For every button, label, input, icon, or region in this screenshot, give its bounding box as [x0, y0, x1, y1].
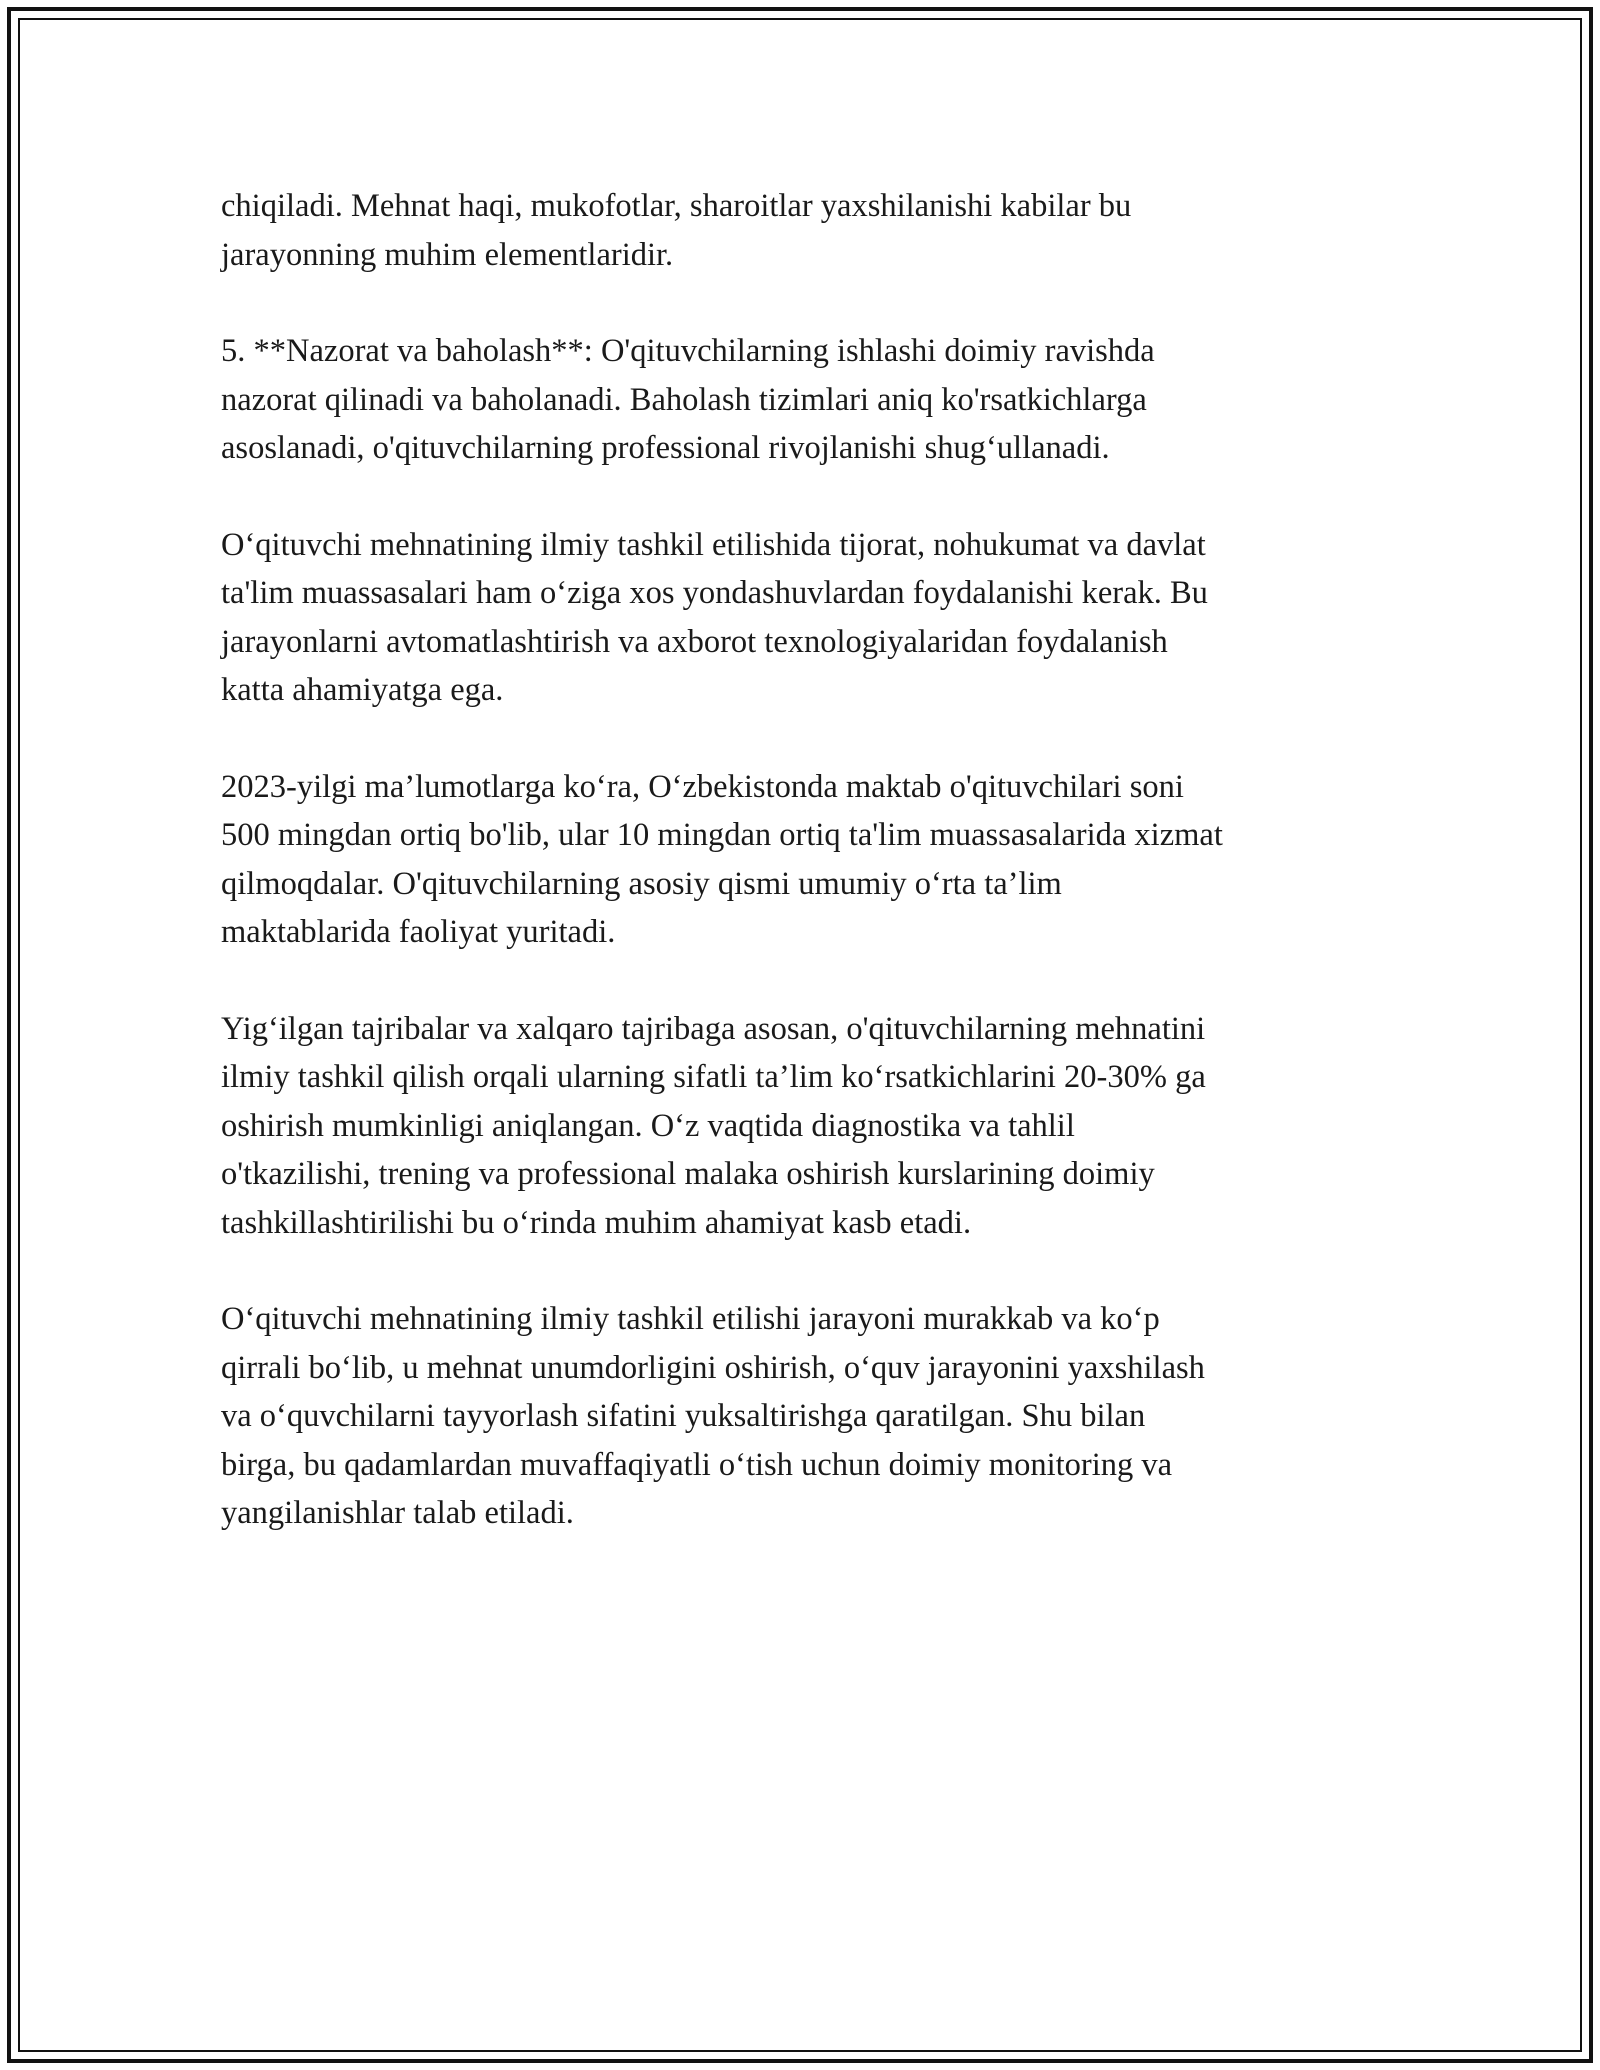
paragraph-6: [221, 1295, 1371, 1538]
paragraph-3: [221, 521, 1371, 715]
text-line: 2023-yilgi ma’lumotlarga ko‘ra, O‘zbekistonda maktab o'qituvchilari soni: [221, 768, 1184, 805]
paragraph-2: [221, 327, 1371, 473]
paragraph-1: [221, 182, 1371, 279]
text-line: o'tkazilishi, trening va professional malaka oshirish kurslarining doimiy: [221, 1156, 1155, 1192]
text-line: jarayonning muhim elementlaridir.: [221, 236, 674, 273]
text-line: ilmiy tashkil qilish orqali ularning sifatli ta’lim ko‘rsatkichlarini 20-30% ga: [221, 1059, 1206, 1095]
text-line: katta ahamiyatga ega.: [221, 672, 504, 708]
text-line: maktablarida faoliyat yuritadi.: [221, 914, 616, 950]
text-line: qilmoqdalar. O'qituvchilarning asosiy qismi umumiy o‘rta ta’lim: [221, 865, 1062, 902]
text-line: O‘qituvchi mehnatining ilmiy tashkil etilishi jarayoni murakkab va ko‘p: [221, 1301, 1160, 1337]
text-line: va o‘quvchilarni tayyorlash sifatini yuksaltirishga qaratilgan. Shu bilan: [221, 1398, 1146, 1434]
text-line: 500 mingdan ortiq bo'lib, ular 10 mingdan ortiq ta'lim muassasalarida xizmat: [221, 817, 1223, 853]
text-line: asoslanadi, o'qituvchilarning professional rivojlanishi shug‘ullanadi.: [221, 430, 1110, 466]
text-line: nazorat qilinadi va baholanadi. Baholash tizimlari aniq ko'rsatkichlarga: [221, 381, 1147, 418]
paragraph-4: [221, 763, 1371, 957]
text-line: qirrali bo‘lib, u mehnat unumdorligini oshirish, o‘quv jarayonini yaxshilash: [221, 1349, 1205, 1386]
text-line: Yig‘ilgan tajribalar va xalqaro tajribaga asosan, o'qituvchilarning mehnatini: [221, 1010, 1206, 1047]
text-line: ta'lim muassasalari ham o‘ziga xos yondashuvlardan foydalanishi kerak. Bu: [221, 575, 1208, 611]
text-line: O‘qituvchi mehnatining ilmiy tashkil etilishida tijorat, nohukumat va davlat: [221, 526, 1206, 563]
document-body: [221, 182, 1371, 1586]
text-line: chiqiladi. Mehnat haqi, mukofotlar, sharoitlar yaxshilanishi kabilar bu: [221, 188, 1132, 224]
text-line: oshirish mumkinligi aniqlangan. O‘z vaqtida diagnostika va tahlil: [221, 1107, 1075, 1144]
text-line: tashkillashtirilishi bu o‘rinda muhim ahamiyat kasb etadi.: [221, 1204, 972, 1241]
text-line: jarayonlarni avtomatlashtirish va axborot texnologiyalaridan foydalanish: [221, 623, 1168, 660]
text-line: birga, bu qadamlardan muvaffaqiyatli o‘tish uchun doimiy monitoring va: [221, 1446, 1173, 1483]
text-line: 5. **Nazorat va baholash**: O'qituvchilarning ishlashi doimiy ravishda: [221, 333, 1155, 369]
paragraph-5: [221, 1005, 1371, 1248]
text-line: yangilanishlar talab etiladi.: [221, 1495, 574, 1531]
